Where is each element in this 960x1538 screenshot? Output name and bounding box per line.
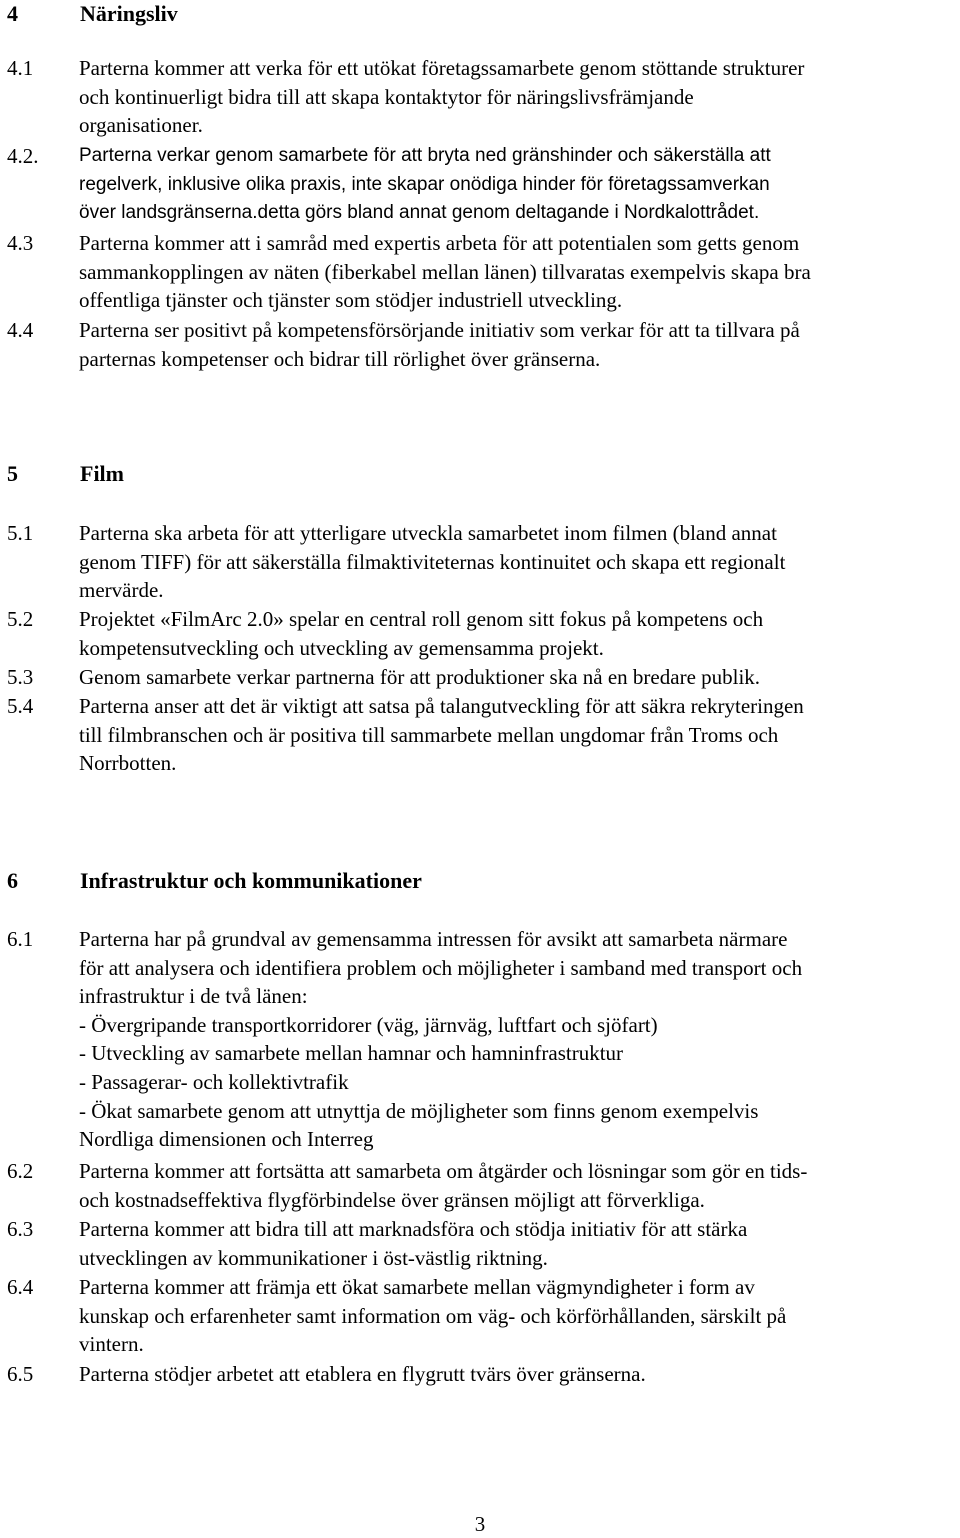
paragraph-4-1 bbox=[7, 54, 957, 140]
paragraph-4-4 bbox=[7, 316, 957, 373]
paragraph-line: Parterna anser att det är viktigt att satsa på talangutveckling för att säkra rekryteringen bbox=[79, 694, 804, 718]
paragraph-number: 5.3 bbox=[7, 665, 34, 689]
paragraph-number: 5.4 bbox=[7, 694, 34, 718]
paragraph-line: Parterna kommer att främja ett ökat samarbete mellan vägmyndigheter i form av bbox=[79, 1275, 755, 1299]
paragraph-4-3 bbox=[7, 229, 957, 315]
paragraph-line: Parterna stödjer arbetet att etablera en flygrutt tvärs över gränserna. bbox=[79, 1362, 646, 1386]
paragraph-5-4 bbox=[7, 692, 957, 778]
paragraph-line: infrastruktur i de två länen: bbox=[79, 984, 308, 1009]
paragraph-line: Parterna kommer att verka för ett utökat företagssamarbete genom stöttande strukturer bbox=[79, 56, 805, 80]
paragraph-number: 4.2. bbox=[7, 144, 39, 168]
paragraph-line: Parterna ska arbeta för att ytterligare utveckla samarbetet inom filmen (bland annat bbox=[79, 521, 777, 545]
paragraph-line: parternas kompetenser och bidrar till rörlighet över gränserna. bbox=[79, 346, 601, 371]
paragraph-line: Parterna kommer att i samråd med expertis arbeta för att potentialen som getts genom bbox=[79, 231, 800, 255]
bullet-line: - Passagerar- och kollektivtrafik bbox=[79, 1069, 349, 1094]
paragraph-5-2 bbox=[7, 605, 957, 662]
paragraph-line: Projektet «FilmArc 2.0» spelar en central roll genom sitt fokus på kompetens och bbox=[79, 607, 764, 631]
paragraph-line: för att analysera och identifiera problem och möjligheter i samband med transport och bbox=[79, 955, 803, 980]
paragraph-number: 5.1 bbox=[7, 521, 34, 545]
section-4-heading bbox=[7, 0, 178, 28]
paragraph-6-4 bbox=[7, 1273, 957, 1359]
section-title: Näringsliv bbox=[80, 1, 178, 26]
paragraph-line: kunskap och erfarenheter samt information om väg- och körförhållanden, särskilt på bbox=[79, 1303, 787, 1328]
paragraph-line: Nordliga dimensionen och Interreg bbox=[79, 1127, 374, 1152]
paragraph-line: genom TIFF) för att säkerställa filmaktiviteternas kontinuitet och skapa ett regionalt bbox=[79, 549, 786, 574]
bullet-line: - Utveckling av samarbete mellan hamnar och hamninfrastruktur bbox=[79, 1041, 624, 1066]
paragraph-5-3 bbox=[7, 663, 957, 692]
paragraph-line: offentliga tjänster och tjänster som stödjer industriell utveckling. bbox=[79, 288, 623, 313]
paragraph-line: över landsgränserna.detta görs bland annat genom deltagande i Nordkalottrådet. bbox=[79, 202, 760, 224]
section-number: 6 bbox=[7, 868, 18, 893]
paragraph-line: Parterna har på grundval av gemensamma intressen för avsikt att samarbeta närmare bbox=[79, 927, 788, 951]
section-title: Infrastruktur och kommunikationer bbox=[80, 868, 422, 893]
paragraph-line: mervärde. bbox=[79, 578, 164, 603]
paragraph-5-1 bbox=[7, 519, 957, 605]
paragraph-line: kompetensutveckling och utveckling av gemensamma projekt. bbox=[79, 635, 604, 660]
paragraph-6-1 bbox=[7, 925, 957, 1154]
paragraph-line: Parterna kommer att fortsätta att samarbeta om åtgärder och lösningar som gör en tids- bbox=[79, 1159, 808, 1183]
paragraph-line: vintern. bbox=[79, 1332, 144, 1357]
section-5-heading bbox=[7, 460, 124, 488]
paragraph-line: och kontinuerligt bidra till att skapa kontaktytor för näringslivsfrämjande bbox=[79, 84, 694, 109]
paragraph-6-2 bbox=[7, 1157, 957, 1214]
paragraph-6-5 bbox=[7, 1360, 957, 1389]
paragraph-number: 4.4 bbox=[7, 318, 34, 342]
paragraph-line: organisationer. bbox=[79, 113, 203, 138]
paragraph-line: Norrbotten. bbox=[79, 751, 177, 776]
paragraph-line: sammankopplingen av näten (fiberkabel mellan länen) tillvaratas exempelvis skapa bra bbox=[79, 259, 811, 284]
paragraph-number: 5.2 bbox=[7, 607, 34, 631]
section-number: 4 bbox=[7, 1, 18, 26]
paragraph-line: Genom samarbete verkar partnerna för att produktioner ska nå en bredare publik. bbox=[79, 665, 761, 689]
paragraph-line: Parterna ser positivt på kompetensförsörjande initiativ som verkar för att ta tillvara på bbox=[79, 318, 800, 342]
bullet-line: - Ökat samarbete genom att utnyttja de möjligheter som finns genom exempelvis bbox=[79, 1098, 759, 1123]
paragraph-4-2 bbox=[7, 142, 957, 228]
section-6-heading bbox=[7, 867, 422, 895]
paragraph-number: 6.3 bbox=[7, 1217, 34, 1241]
paragraph-line: Parterna kommer att bidra till att marknadsföra och stödja initiativ för att stärka bbox=[79, 1217, 748, 1241]
paragraph-number: 6.5 bbox=[7, 1362, 34, 1386]
bullet-line: - Övergripande transportkorridorer (väg, järnväg, luftfart och sjöfart) bbox=[79, 1012, 658, 1037]
paragraph-number: 6.4 bbox=[7, 1275, 34, 1299]
page-number: 3 bbox=[474, 1512, 486, 1536]
paragraph-number: 6.2 bbox=[7, 1159, 34, 1183]
paragraph-6-3 bbox=[7, 1215, 957, 1272]
paragraph-number: 6.1 bbox=[7, 927, 34, 951]
paragraph-number: 4.3 bbox=[7, 231, 34, 255]
section-number: 5 bbox=[7, 461, 18, 486]
paragraph-line: till filmbranschen och är positiva till sammarbete mellan ungdomar från Troms och bbox=[79, 722, 779, 747]
paragraph-line: regelverk, inklusive olika praxis, inte skapar onödiga hinder för företagssamverkan bbox=[79, 173, 770, 195]
paragraph-number: 4.1 bbox=[7, 56, 34, 80]
paragraph-line: och kostnadseffektiva flygförbindelse över gränsen möjligt att förverkliga. bbox=[79, 1187, 705, 1212]
section-title: Film bbox=[80, 461, 124, 486]
paragraph-line: utvecklingen av kommunikationer i öst-västlig riktning. bbox=[79, 1245, 548, 1270]
paragraph-line: Parterna verkar genom samarbete för att bryta ned gränshinder och säkerställa att bbox=[79, 145, 771, 166]
